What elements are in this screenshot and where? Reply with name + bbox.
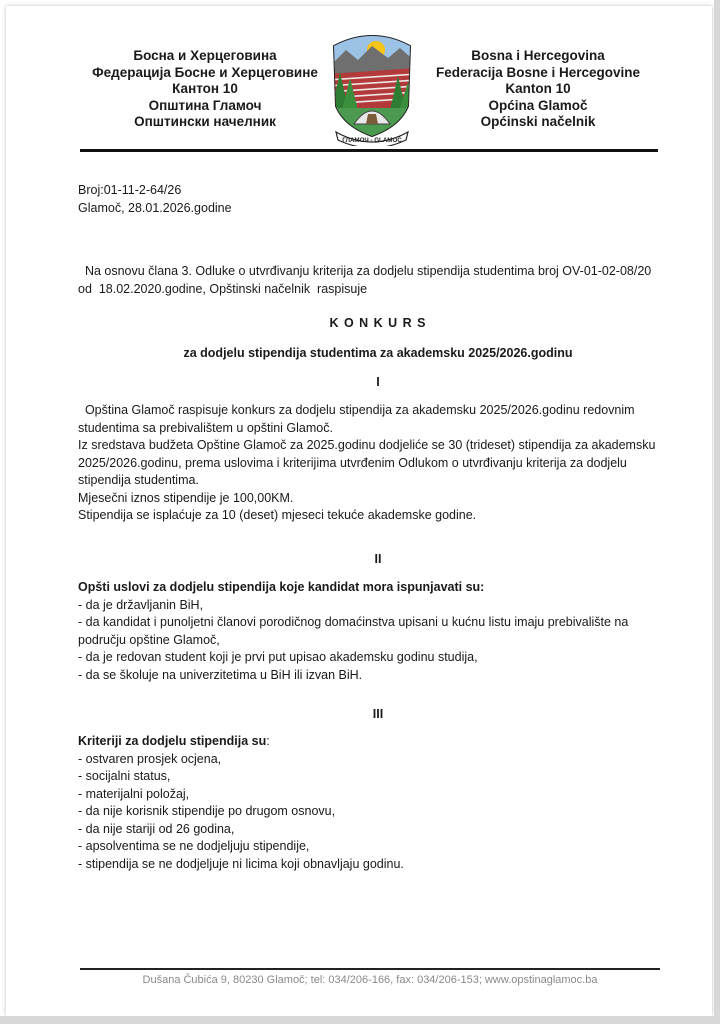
list-item: - socijalni status, [78,769,171,783]
section-heading-colon: : [266,734,270,748]
page-edge [0,1016,720,1024]
letterhead [6,26,712,144]
letterhead-line: Kanton 10 [505,81,571,96]
page-edge [714,0,720,1024]
list-item: - da se školuje na univerzitetima u BiH ili izvan BiH. [78,667,363,682]
header-divider [80,149,658,152]
letterhead-latin [420,48,656,131]
document-subtitle: za dodjelu stipendija studentima za akademsku 2025/2026.godinu [183,346,573,360]
letterhead-line: Општина Гламоч [148,97,262,113]
list-item: - da je redovan student koji je prvi put upisao akademsku godinu studija, [78,650,478,664]
letterhead-line: Општински начелник [134,114,276,129]
section-3-text [78,733,678,873]
letterhead-line: Bosna i Hercegovina [471,48,605,63]
intro-line: Na osnovu člana 3. Odluke o utvrđivanju kriterija za dodjelu stipendija studentima broj OV-01-02-08/20 [78,264,652,278]
letterhead-cyrillic [80,48,330,131]
document-title: K O N K U R S [329,316,427,330]
section-numeral: II [374,552,382,566]
paragraph-line: Opština Glamoč raspisuje konkurs za dodjelu stipendija za akademsku 2025/2026.godinu redovnim [78,403,635,417]
letterhead-line: Федерација Босне и Херцеговине [92,64,318,80]
letterhead-line: Босна и Херцеговина [133,48,277,63]
list-item: području opštine Glamoč, [78,632,220,647]
paragraph-line: studentima sa prebivalištem u opštini Glamoč. [78,420,333,435]
section-2-text [78,579,678,684]
municipality-crest-icon [328,28,416,146]
footer-divider [80,968,660,970]
list-item: - da kandidat i punoljetni članovi porodičnog domaćinstva upisani u kućnu listu imaju prebivalište na [78,615,629,629]
intro-paragraph [78,263,678,298]
section-numeral: I [376,375,380,389]
letterhead-line: Кантон 10 [172,81,238,96]
section-heading: Kriteriji za dodjelu stipendija su [78,734,267,748]
intro-line: od 18.02.2020.godine, Opštinski načelnik raspisuje [78,281,368,296]
document-meta [78,182,678,217]
list-item: - stipendija se ne dodjeljuje ni licima koji obnavljaju godinu. [78,856,404,871]
crest-label: ГЛАМОЧ - GLAMOČ [342,137,402,144]
section-heading: Opšti uslovi za dodjelu stipendija koje kandidat mora ispunjavati su: [78,580,485,594]
list-item: - da nije korisnik stipendije po drugom osnovu, [78,804,336,818]
letterhead-line: Federacija Bosne i Hercegovine [435,64,641,80]
letterhead-line: Općinski načelnik [480,114,596,129]
letterhead-line: Općina Glamoč [488,97,588,113]
paragraph-line: Mjesečni iznos stipendije je 100,00KM. [78,490,294,505]
footer-address: Dušana Čubića 9, 80230 Glamoč; tel: 034/206-166, fax: 034/206-153; www.opstinaglamoc.ba [142,974,598,986]
section-1-text [78,402,678,525]
paragraph-line: Stipendija se isplaćuje za 10 (deset) mjeseci tekuće akademske godine. [78,508,477,522]
document-page [6,6,712,1016]
paragraph-line: Iz sredstava budžeta Opštine Glamoč za 2025.godinu dodjeliće se 30 (trideset) stipendija za akademsku [78,438,656,452]
paragraph-line: stipendija studentima. [78,473,199,487]
list-item: - da je državljanin BiH, [78,597,204,612]
list-item: - ostvaren prosjek ocjena, [78,751,222,766]
document-date: Glamoč, 28.01.2026.godine [78,200,232,215]
document-number: Broj:01-11-2-64/26 [78,183,182,197]
section-numeral: III [372,707,384,721]
list-item: - materijalni položaj, [78,786,190,801]
list-item: - apsolventima se ne dodjeljuju stipendije, [78,839,310,853]
paragraph-line: 2025/2026.godinu, prema uslovima i kriterijima utvrđenim Odlukom o utvrđivanju kriterija za dodjelu [78,455,627,470]
list-item: - da nije stariji od 26 godina, [78,821,235,836]
